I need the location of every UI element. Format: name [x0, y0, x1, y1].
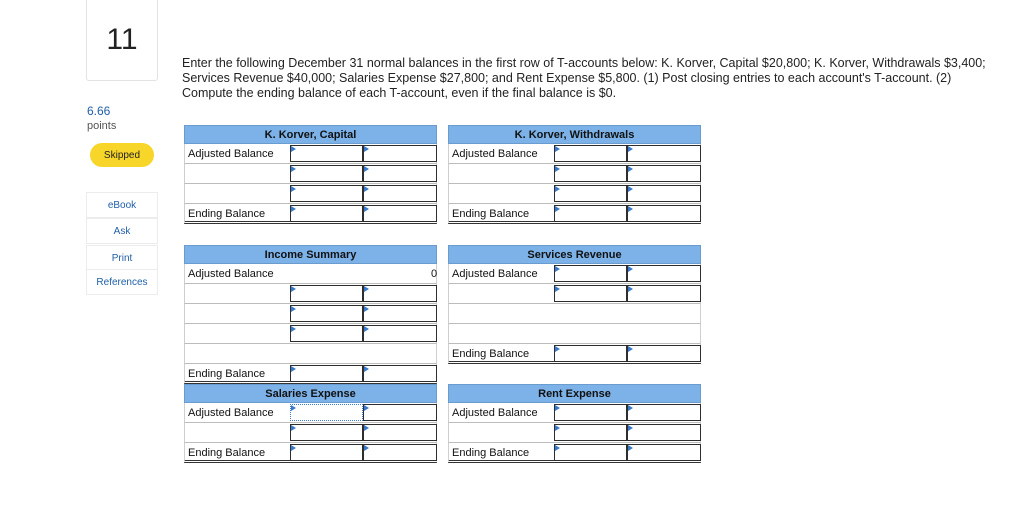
input-marker-icon: [555, 166, 560, 172]
input-marker-icon: [364, 206, 369, 212]
taccount-title: Income Summary: [184, 245, 437, 264]
credit-input[interactable]: [363, 325, 437, 342]
input-marker-icon: [555, 206, 560, 212]
input-marker-icon: [555, 266, 560, 272]
input-marker-icon: [291, 146, 296, 152]
credit-input[interactable]: [627, 424, 701, 441]
credit-input[interactable]: [363, 165, 437, 182]
taccount-services-revenue: [448, 245, 701, 364]
input-marker-icon: [628, 405, 633, 411]
input-marker-icon: [364, 366, 369, 372]
ending-balance-row: [184, 364, 437, 384]
entry-row: [184, 423, 437, 443]
ending-balance-label: Ending Balance: [452, 208, 530, 220]
adjusted-balance-label: Adjusted Balance: [452, 148, 538, 160]
ending-balance-label: Ending Balance: [188, 208, 266, 220]
adjusted-balance-row: [184, 264, 437, 284]
input-marker-icon: [291, 405, 296, 411]
ask-link[interactable]: Ask: [86, 218, 158, 244]
question-instructions: Enter the following December 31 normal balances in the first row of T-accounts below: K. Korver, Capital $20,800; K. Korver, Withdrawals $3,400; Services Revenue $40,000; Salaries Expense $27,800; and Rent Expense $5,800. (1) Post closing entries to each account's T-account. (2) Compute the ending balance of each T-account, even if the final balance is $0.: [182, 56, 986, 100]
adjusted-balance-label: Adjusted Balance: [188, 407, 274, 419]
entry-row: [448, 423, 701, 443]
adjusted-balance-label: Adjusted Balance: [452, 268, 538, 280]
debit-input[interactable]: [290, 185, 363, 202]
ending-balance-label: Ending Balance: [452, 447, 530, 459]
taccount-title: K. Korver, Capital: [184, 125, 437, 144]
credit-input[interactable]: [363, 424, 437, 441]
debit-input[interactable]: [554, 265, 627, 282]
credit-input[interactable]: [363, 205, 437, 222]
entry-row: [448, 284, 701, 304]
adjusted-balance-row: [448, 144, 701, 164]
debit-input[interactable]: [290, 165, 363, 182]
entry-row: [184, 164, 437, 184]
ending-balance-label: Ending Balance: [452, 348, 530, 360]
input-marker-icon: [364, 186, 369, 192]
debit-input[interactable]: [290, 444, 363, 461]
ending-balance-row: [448, 443, 701, 463]
credit-input[interactable]: [627, 444, 701, 461]
question-number-box: [86, 0, 158, 81]
entry-row: [184, 304, 437, 324]
debit-input[interactable]: [290, 145, 363, 162]
input-marker-icon: [364, 166, 369, 172]
credit-input[interactable]: [627, 345, 701, 362]
ebook-link[interactable]: eBook: [86, 192, 158, 218]
status-badge: Skipped: [90, 143, 154, 167]
credit-input[interactable]: [363, 365, 437, 382]
ending-balance-row: [448, 344, 701, 364]
taccount-title: Salaries Expense: [184, 384, 437, 403]
input-marker-icon: [628, 206, 633, 212]
credit-input[interactable]: [627, 165, 701, 182]
credit-input[interactable]: [363, 404, 437, 421]
input-marker-icon: [364, 306, 369, 312]
ending-balance-row: [184, 443, 437, 463]
input-marker-icon: [555, 425, 560, 431]
taccount-title: Rent Expense: [448, 384, 701, 403]
debit-input[interactable]: [290, 365, 363, 382]
input-marker-icon: [628, 266, 633, 272]
input-marker-icon: [628, 166, 633, 172]
debit-input[interactable]: [554, 285, 627, 302]
debit-input[interactable]: [554, 404, 627, 421]
input-marker-icon: [628, 146, 633, 152]
points-value: 6.66: [87, 104, 111, 118]
debit-input[interactable]: [554, 145, 627, 162]
credit-input[interactable]: [627, 265, 701, 282]
debit-input[interactable]: [290, 305, 363, 322]
ending-balance-label: Ending Balance: [188, 447, 266, 459]
input-marker-icon: [291, 186, 296, 192]
ending-balance-label: Ending Balance: [188, 368, 266, 380]
credit-input[interactable]: [363, 444, 437, 461]
credit-input[interactable]: [627, 404, 701, 421]
input-marker-icon: [291, 366, 296, 372]
taccount-rent-expense: [448, 384, 701, 463]
adjusted-balance-row: [448, 403, 701, 423]
taccount-title: K. Korver, Withdrawals: [448, 125, 701, 144]
adjusted-balance-label: Adjusted Balance: [452, 407, 538, 419]
input-marker-icon: [628, 445, 633, 451]
debit-input[interactable]: [554, 424, 627, 441]
debit-input[interactable]: [290, 205, 363, 222]
debit-input[interactable]: [290, 285, 363, 302]
taccount-capital: [184, 125, 437, 224]
taccount-income-summary: [184, 245, 437, 384]
entry-row: [184, 284, 437, 304]
spacer-row: [184, 344, 437, 364]
entry-row: [448, 184, 701, 204]
input-marker-icon: [291, 206, 296, 212]
taccount-title: Services Revenue: [448, 245, 701, 264]
adjusted-balance-label: Adjusted Balance: [188, 148, 274, 160]
debit-input[interactable]: [554, 205, 627, 222]
input-marker-icon: [364, 425, 369, 431]
adjusted-balance-row: [184, 403, 437, 423]
input-marker-icon: [364, 326, 369, 332]
input-marker-icon: [291, 286, 296, 292]
taccount-salaries-expense: [184, 384, 437, 463]
entry-row: [184, 184, 437, 204]
ending-balance-row: [184, 204, 437, 224]
input-marker-icon: [555, 186, 560, 192]
entry-row: [448, 164, 701, 184]
spacer-row: [448, 304, 701, 324]
input-marker-icon: [628, 346, 633, 352]
input-marker-icon: [364, 405, 369, 411]
debit-input[interactable]: [554, 345, 627, 362]
credit-input[interactable]: [627, 285, 701, 302]
credit-input[interactable]: [363, 185, 437, 202]
input-marker-icon: [555, 346, 560, 352]
adjusted-balance-row: [184, 144, 437, 164]
input-marker-icon: [291, 445, 296, 451]
credit-input[interactable]: [363, 145, 437, 162]
print-link[interactable]: Print: [86, 245, 158, 271]
input-marker-icon: [555, 146, 560, 152]
debit-input[interactable]: [290, 404, 363, 421]
input-marker-icon: [291, 326, 296, 332]
points-label: points: [87, 120, 117, 132]
input-marker-icon: [555, 445, 560, 451]
input-marker-icon: [364, 146, 369, 152]
input-marker-icon: [628, 186, 633, 192]
credit-input[interactable]: [627, 145, 701, 162]
debit-input[interactable]: [554, 444, 627, 461]
input-marker-icon: [364, 445, 369, 451]
debit-input[interactable]: [290, 325, 363, 342]
question-number: 11: [106, 23, 138, 56]
input-marker-icon: [555, 405, 560, 411]
entry-row: [184, 324, 437, 344]
input-marker-icon: [364, 286, 369, 292]
credit-input[interactable]: [363, 305, 437, 322]
input-marker-icon: [628, 425, 633, 431]
credit-input[interactable]: [627, 185, 701, 202]
adjusted-balance-row: [448, 264, 701, 284]
input-marker-icon: [555, 286, 560, 292]
references-link[interactable]: References: [86, 269, 158, 295]
input-marker-icon: [291, 306, 296, 312]
credit-input[interactable]: [363, 285, 437, 302]
input-marker-icon: [291, 166, 296, 172]
taccount-withdrawals: [448, 125, 701, 224]
credit-input[interactable]: [627, 205, 701, 222]
debit-input[interactable]: [290, 424, 363, 441]
adjusted-balance-label: Adjusted Balance: [188, 268, 274, 280]
input-marker-icon: [628, 286, 633, 292]
adjusted-balance-value: 0: [431, 268, 438, 280]
spacer-row: [448, 324, 701, 344]
debit-input[interactable]: [554, 165, 627, 182]
input-marker-icon: [291, 425, 296, 431]
debit-input[interactable]: [554, 185, 627, 202]
ending-balance-row: [448, 204, 701, 224]
